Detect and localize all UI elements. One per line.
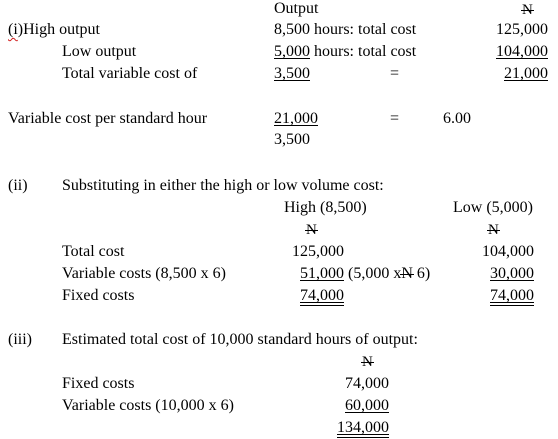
low-hours-number: 5,000 <box>274 43 310 60</box>
roman-iii: (iii) <box>8 331 32 348</box>
high-column-header: High (8,500) <box>284 199 367 216</box>
vc-result: 6.00 <box>443 110 471 127</box>
variable-costs-low: 30,000 <box>490 265 534 282</box>
cost-difference: 21,000 <box>504 65 548 82</box>
vc-equals-sign: = <box>390 110 400 127</box>
high-output-text: )High output <box>17 21 100 38</box>
estimate-variable-label: Variable costs (10,000 x 6) <box>62 397 234 414</box>
equals-sign: = <box>390 65 400 82</box>
note-part-b: 6) <box>412 265 431 282</box>
variable-costs-high: 51,000 <box>300 265 344 282</box>
low-output-label: Low output <box>62 43 137 60</box>
total-cost-high: 125,000 <box>292 243 344 260</box>
naira-symbol: N <box>522 2 533 18</box>
low-column-header: Low (5,000) <box>453 199 533 216</box>
note-naira: N <box>401 265 413 282</box>
fixed-costs-high: 74,000 <box>300 287 344 304</box>
estimate-variable-value: 60,000 <box>345 397 389 414</box>
variable-costs-note <box>348 265 430 283</box>
fixed-costs-label: Fixed costs <box>62 287 135 304</box>
fixed-costs-low: 74,000 <box>490 287 534 304</box>
estimate-fixed-label: Fixed costs <box>62 375 135 392</box>
output-header: Output <box>274 0 319 17</box>
naira-symbol-low: N <box>488 222 499 238</box>
section-iii-heading: Estimated total cost of 10,000 standard hours of output: <box>62 331 418 348</box>
total-variable-cost-label: Total variable cost of <box>62 65 198 82</box>
high-cost: 125,000 <box>496 21 548 38</box>
naira-symbol-estimate: N <box>362 354 373 370</box>
hours-difference: 3,500 <box>274 65 310 82</box>
roman-i: (i <box>8 21 18 38</box>
roman-ii: (ii) <box>8 177 28 194</box>
variable-costs-label: Variable costs (8,500 x 6) <box>62 265 226 282</box>
note-part-a: (5,000 x <box>348 265 402 282</box>
low-hours <box>274 43 416 61</box>
low-cost: 104,000 <box>496 43 548 60</box>
vc-numerator: 21,000 <box>274 110 318 127</box>
low-hours-text: hours: total cost <box>310 43 417 60</box>
section-ii-heading: Substituting in either the high or low volume cost: <box>62 177 384 194</box>
estimate-fixed-value: 74,000 <box>345 375 389 392</box>
variable-cost-label: Variable cost per standard hour <box>8 110 208 127</box>
naira-symbol-high: N <box>306 222 317 238</box>
estimate-total-value: 134,000 <box>337 419 389 436</box>
vc-denominator: 3,500 <box>274 131 310 148</box>
total-cost-label: Total cost <box>62 243 125 260</box>
high-hours: 8,500 hours: total cost <box>274 21 417 38</box>
high-output-label <box>8 21 100 39</box>
total-cost-low: 104,000 <box>482 243 534 260</box>
